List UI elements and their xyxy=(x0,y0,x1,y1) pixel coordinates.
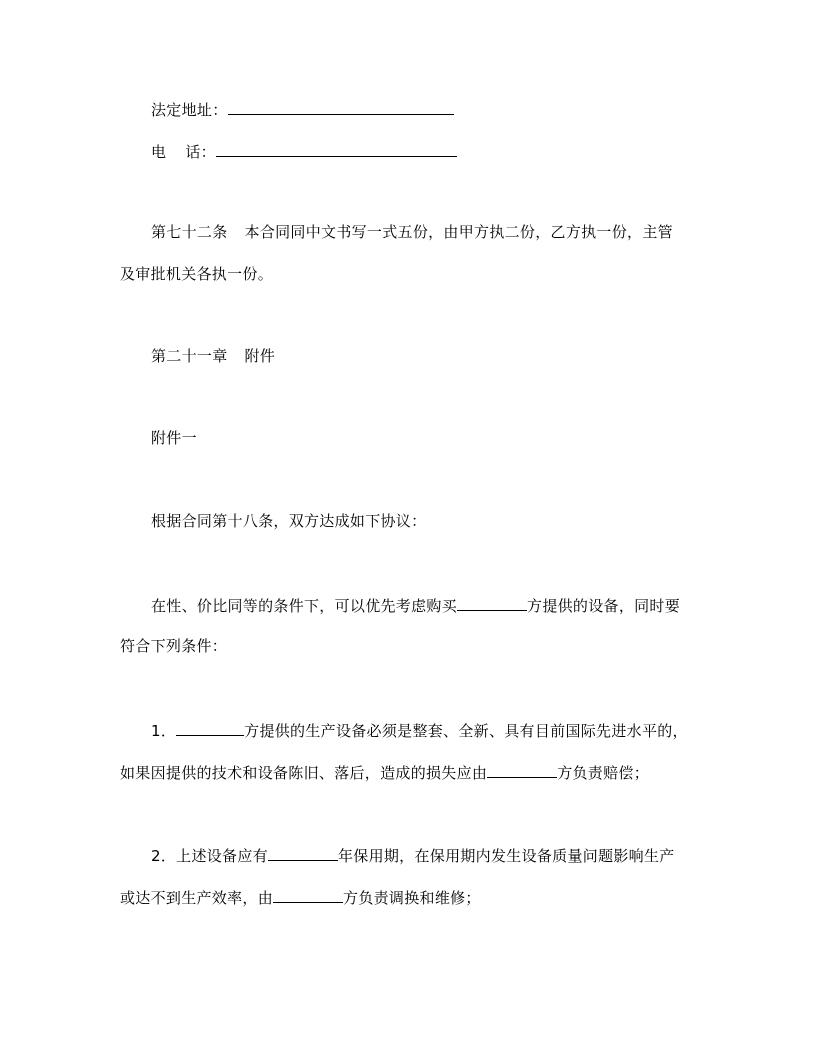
item-2-line-1 xyxy=(151,844,675,866)
chapter-21-number: 第二十一章 xyxy=(151,347,228,365)
item-2-text-1a: 上述设备应有 xyxy=(176,847,268,865)
item-1-text-2b: 方负责赔偿； xyxy=(557,764,650,782)
article-72-line-2 xyxy=(120,264,273,284)
item-2-text-2a: 或达不到生产效率，由 xyxy=(120,889,274,907)
item-1-text-1: 方提供的生产设备必须是整套、全新、具有目前国际先进水平的， xyxy=(244,722,688,740)
item-1-text-2a: 如果因提供的技术和设备陈旧、落后，造成的损失应由 xyxy=(120,764,488,782)
item-1-number: 1． xyxy=(151,722,177,740)
item-2-blank-2 xyxy=(273,886,343,903)
phone-label-a: 电 xyxy=(151,143,167,161)
address-label: 法定地址： xyxy=(151,101,228,119)
paragraph-blank xyxy=(457,594,527,611)
intro-text: 根据合同第十八条，双方达成如下协议： xyxy=(151,512,427,530)
article-72-number: 第七十二条 xyxy=(151,223,228,241)
item-1-line-1 xyxy=(151,719,688,741)
item-2-blank-1 xyxy=(268,844,338,861)
intro-paragraph xyxy=(151,511,426,531)
item-2-text-1b: 年保用期，在保用期内发生设备质量问题影响生产 xyxy=(337,847,675,865)
chapter-21-heading xyxy=(151,346,275,366)
address-line xyxy=(151,98,454,120)
phone-label-b: 话： xyxy=(185,143,216,161)
paragraph-text-1b: 方提供的设备，同时要 xyxy=(527,597,681,615)
phone-line xyxy=(151,140,457,162)
paragraph-text-2: 符合下列条件： xyxy=(120,637,228,655)
item-2-number: 2． xyxy=(151,847,177,865)
chapter-21-title: 附件 xyxy=(244,347,276,365)
article-72-line-1 xyxy=(151,222,673,242)
item-1-blank-1 xyxy=(176,719,244,736)
annex-1-heading xyxy=(151,428,197,448)
address-blank xyxy=(228,98,454,115)
annex-1-title: 附件一 xyxy=(151,429,197,447)
phone-blank xyxy=(216,140,457,157)
item-2-line-2 xyxy=(120,886,481,908)
paragraph-text-1a: 在性、价比同等的条件下，可以优先考虑购买 xyxy=(151,597,458,615)
item-1-line-2 xyxy=(120,761,649,783)
paragraph-line-1 xyxy=(151,594,680,616)
item-2-text-2b: 方负责调换和维修； xyxy=(343,889,481,907)
item-1-blank-2 xyxy=(487,761,557,778)
article-72-text-2: 及审批机关各执一份。 xyxy=(120,265,274,283)
paragraph-line-2 xyxy=(120,636,227,656)
article-72-text-1: 本合同同中文书写一式五份，由甲方执二份，乙方执一份，主管 xyxy=(244,223,673,241)
